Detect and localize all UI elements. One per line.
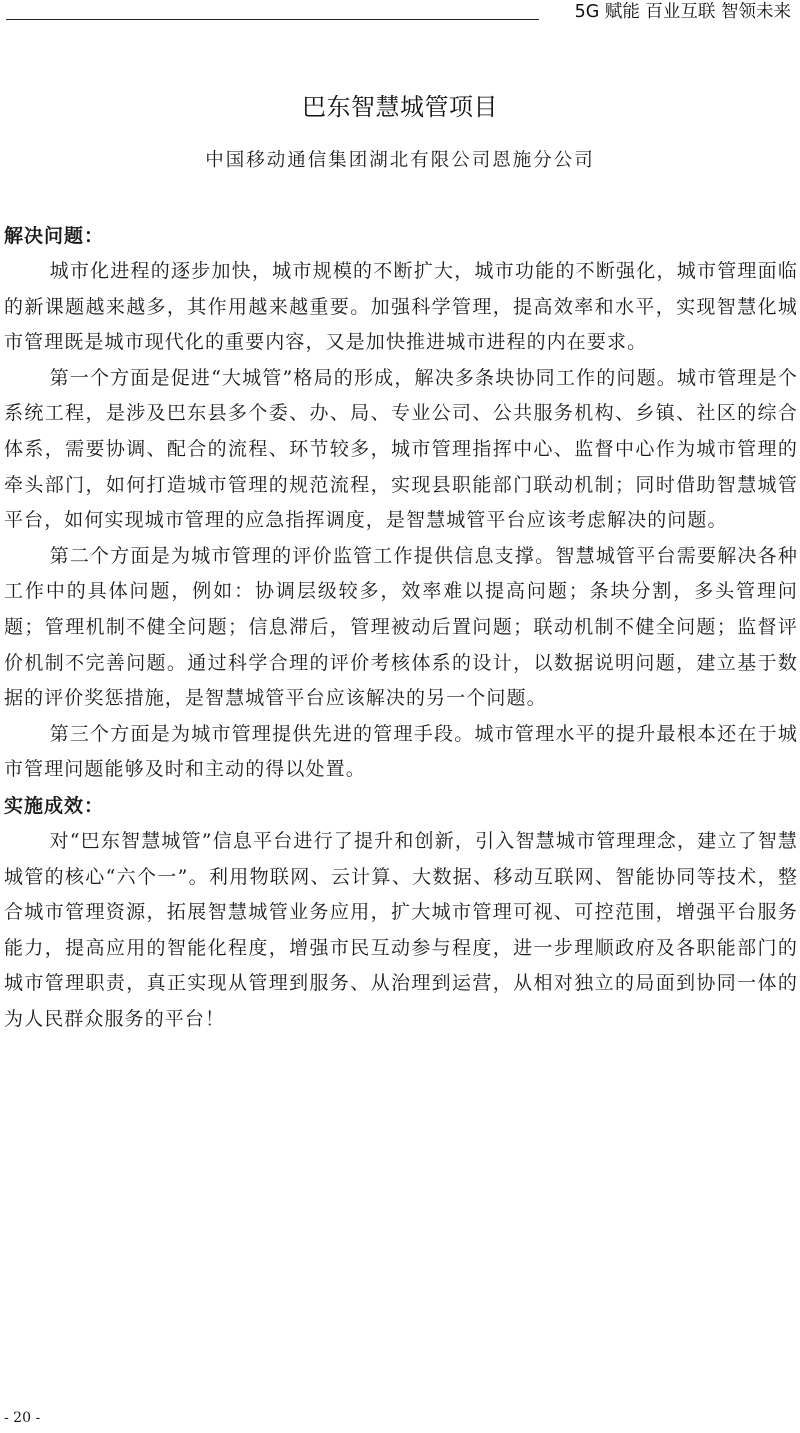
document-body <box>4 218 798 1037</box>
header-rule <box>6 19 539 20</box>
section-results <box>4 788 798 1038</box>
paragraph: 对“巴东智慧城管”信息平台进行了提升和创新，引入智慧城市管理理念，建立了智慧城管的核心“六个一”。利用物联网、云计算、大数据、移动互联网、智能协同等技术，整合城市管理资源，拓展智慧城管业务应用，扩大城市管理可视、可控范围，增强平台服务能力，提高应用的智能化程度，增强市民互动参与程度，进一步理顺政府及各职能部门的城市管理职责，真正实现从管理到服务、从治理到运营，从相对独立的局面到协同一体的为人民群众服务的平台！ <box>4 829 798 1030</box>
paragraph: 第一个方面是促进“大城管”格局的形成，解决多条块协同工作的问题。城市管理是个系统工程，是涉及巴东县多个委、办、局、专业公司、公共服务机构、乡镇、社区的综合体系，需要协调、配合的流程、环节较多，城市管理指挥中心、监督中心作为城市管理的牵头部门，如何打造城市管理的规范流程，实现县职能部门联动机制；同时借助智慧城管平台，如何实现城市管理的应急指挥调度，是智慧城管平台应该考虑解决的问题。 <box>4 366 798 532</box>
document-organization: 中国移动通信集团湖北有限公司恩施分公司 <box>205 150 595 171</box>
header-slogan: 5G 赋能 百业互联 智领未来 <box>574 2 791 22</box>
section-heading-results: 实施成效： <box>4 794 105 817</box>
section-problems <box>4 218 798 788</box>
paragraph: 城市化进程的逐步加快，城市规模的不断扩大，城市功能的不断强化，城市管理面临的新课题越来越多，其作用越来越重要。加强科学管理，提高效率和水平，实现智慧化城市管理既是城市现代化的重要内容，又是加快推进城市进程的内在要求。 <box>4 260 798 354</box>
paragraph: 第二个方面是为城市管理的评价监管工作提供信息支撑。智慧城管平台需要解决各种工作中的具体问题，例如：协调层级较多，效率难以提高问题；条块分割，多头管理问题；管理机制不健全问题；信息滞后，管理被动后置问题；联动机制不健全问题；监督评价机制不完善问题。通过科学合理的评价考核体系的设计，以数据说明问题，建立基于数据的评价奖惩措施，是智慧城管平台应该解决的另一个问题。 <box>4 544 798 710</box>
section-heading-problems: 解决问题： <box>4 225 105 247</box>
page-number: - 20 - <box>4 1410 41 1426</box>
paragraph: 第三个方面是为城市管理提供先进的管理手段。城市管理水平的提升最根本还在于城市管理问题能够及时和主动的得以处置。 <box>4 722 798 781</box>
document-title: 巴东智慧城管项目 <box>302 93 498 121</box>
